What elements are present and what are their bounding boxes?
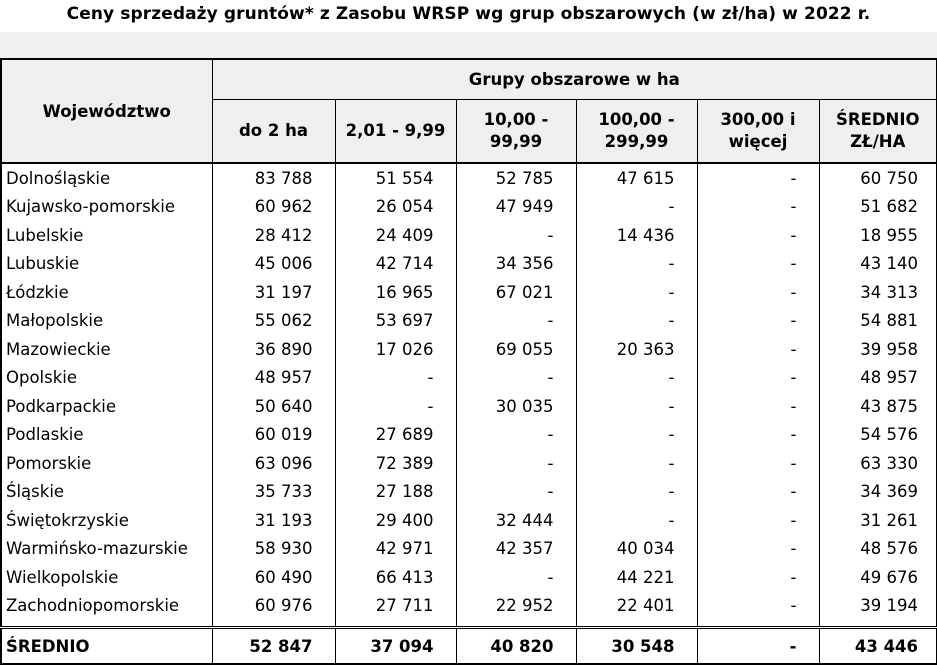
table-row [1, 392, 937, 421]
table-title: Ceny sprzedaży gruntów* z Zasobu WRSP wg grup obszarowych (w zł/ha) w 2022 r. [66, 4, 871, 24]
price-cell: 60 750 [819, 163, 937, 193]
region-name: Warmińsko-mazurskie [1, 535, 212, 564]
price-cell: - [576, 364, 697, 393]
price-cell: 40 034 [576, 535, 697, 564]
price-cell: - [335, 364, 456, 393]
region-name: Pomorskie [1, 449, 212, 478]
price-cell: 31 193 [212, 506, 335, 535]
region-column-header: Województwo [1, 59, 212, 163]
summary-cell: 40 820 [456, 628, 576, 665]
price-cell: - [697, 221, 819, 250]
price-cell: 36 890 [212, 335, 335, 364]
price-cell: 42 357 [456, 535, 576, 564]
table-row [1, 421, 937, 450]
column-header: 10,00 - 99,99 [456, 100, 576, 164]
price-cell: 27 689 [335, 421, 456, 450]
price-cell: 22 401 [576, 592, 697, 628]
price-cell: - [697, 364, 819, 393]
price-cell: 60 976 [212, 592, 335, 628]
price-cell: 66 413 [335, 563, 456, 592]
price-cell: 63 096 [212, 449, 335, 478]
price-cell: - [456, 421, 576, 450]
table-row [1, 535, 937, 564]
price-cell: - [456, 221, 576, 250]
price-cell: - [456, 563, 576, 592]
table-row [1, 307, 937, 336]
region-name: Zachodniopomorskie [1, 592, 212, 628]
price-cell: - [335, 392, 456, 421]
price-cell: - [697, 506, 819, 535]
region-name: Śląskie [1, 478, 212, 507]
price-cell: 31 197 [212, 278, 335, 307]
price-cell: - [456, 364, 576, 393]
price-cell: 58 930 [212, 535, 335, 564]
column-header: 300,00 i więcej [697, 100, 819, 164]
price-cell: - [697, 563, 819, 592]
table-row [1, 250, 937, 279]
price-cell: 35 733 [212, 478, 335, 507]
price-cell: - [697, 163, 819, 193]
price-cell: 47 615 [576, 163, 697, 193]
price-cell: 29 400 [335, 506, 456, 535]
price-cell: 49 676 [819, 563, 937, 592]
price-cell: 31 261 [819, 506, 937, 535]
region-name: Małopolskie [1, 307, 212, 336]
price-cell: - [697, 193, 819, 222]
price-cell: - [697, 592, 819, 628]
table-row [1, 278, 937, 307]
price-cell: 45 006 [212, 250, 335, 279]
price-cell: 42 714 [335, 250, 456, 279]
price-cell: 27 711 [335, 592, 456, 628]
price-cell: - [697, 278, 819, 307]
price-cell: 60 019 [212, 421, 335, 450]
summary-cell: 52 847 [212, 628, 335, 665]
price-cell: - [456, 478, 576, 507]
price-cell: 48 576 [819, 535, 937, 564]
price-cell: - [697, 421, 819, 450]
column-header: do 2 ha [212, 100, 335, 164]
table-row [1, 193, 937, 222]
table-row [1, 335, 937, 364]
price-cell: - [697, 392, 819, 421]
price-cell: 16 965 [335, 278, 456, 307]
price-cell: 51 554 [335, 163, 456, 193]
price-cell: - [576, 449, 697, 478]
price-cell: 20 363 [576, 335, 697, 364]
price-cell: 48 957 [212, 364, 335, 393]
summary-row [1, 628, 937, 665]
price-cell: - [576, 278, 697, 307]
price-cell: 14 436 [576, 221, 697, 250]
summary-cell: 43 446 [819, 628, 937, 665]
area-groups-header: Grupy obszarowe w ha [212, 59, 937, 100]
price-cell: 60 490 [212, 563, 335, 592]
price-cell: - [697, 449, 819, 478]
price-cell: 17 026 [335, 335, 456, 364]
column-header: 2,01 - 9,99 [335, 100, 456, 164]
price-cell: 34 313 [819, 278, 937, 307]
price-cell: - [576, 421, 697, 450]
price-cell: - [576, 193, 697, 222]
price-cell: - [697, 335, 819, 364]
price-cell: 34 369 [819, 478, 937, 507]
price-cell: - [576, 250, 697, 279]
price-cell: 67 021 [456, 278, 576, 307]
price-cell: 43 875 [819, 392, 937, 421]
price-cell: 22 952 [456, 592, 576, 628]
summary-label: ŚREDNIO [1, 628, 212, 665]
price-cell: - [576, 307, 697, 336]
price-cell: 43 140 [819, 250, 937, 279]
price-cell: - [576, 506, 697, 535]
price-cell: - [456, 449, 576, 478]
price-cell: 26 054 [335, 193, 456, 222]
price-cell: 39 958 [819, 335, 937, 364]
summary-cell: 30 548 [576, 628, 697, 665]
table-row [1, 478, 937, 507]
price-cell: 69 055 [456, 335, 576, 364]
region-name: Podkarpackie [1, 392, 212, 421]
price-cell: 24 409 [335, 221, 456, 250]
price-cell: 18 955 [819, 221, 937, 250]
column-header: 100,00 - 299,99 [576, 100, 697, 164]
price-cell: 27 188 [335, 478, 456, 507]
price-cell: 39 194 [819, 592, 937, 628]
price-cell: - [697, 478, 819, 507]
price-cell: 44 221 [576, 563, 697, 592]
title-spacer [0, 32, 937, 58]
table-row [1, 592, 937, 628]
table-row [1, 221, 937, 250]
region-name: Dolnośląskie [1, 163, 212, 193]
price-cell: 72 389 [335, 449, 456, 478]
price-cell: - [697, 535, 819, 564]
summary-cell: 37 094 [335, 628, 456, 665]
price-cell: 28 412 [212, 221, 335, 250]
price-cell: 34 356 [456, 250, 576, 279]
table-row [1, 506, 937, 535]
price-cell: - [697, 250, 819, 279]
price-cell: - [456, 307, 576, 336]
table-row [1, 364, 937, 393]
region-name: Opolskie [1, 364, 212, 393]
price-cell: 42 971 [335, 535, 456, 564]
table-row [1, 163, 937, 193]
region-name: Lubuskie [1, 250, 212, 279]
price-table [0, 58, 937, 665]
price-cell: 50 640 [212, 392, 335, 421]
price-cell: 47 949 [456, 193, 576, 222]
price-cell: 55 062 [212, 307, 335, 336]
price-cell: 48 957 [819, 364, 937, 393]
table-row [1, 449, 937, 478]
region-name: Mazowieckie [1, 335, 212, 364]
region-name: Kujawsko-pomorskie [1, 193, 212, 222]
table-row [1, 563, 937, 592]
price-cell: 30 035 [456, 392, 576, 421]
region-name: Wielkopolskie [1, 563, 212, 592]
column-header: ŚREDNIO ZŁ/HA [819, 100, 937, 164]
price-cell: - [697, 307, 819, 336]
price-cell: 53 697 [335, 307, 456, 336]
region-name: Podlaskie [1, 421, 212, 450]
price-cell: 63 330 [819, 449, 937, 478]
price-cell: 32 444 [456, 506, 576, 535]
price-cell: - [576, 392, 697, 421]
price-cell: - [576, 478, 697, 507]
region-name: Lubelskie [1, 221, 212, 250]
price-cell: 54 576 [819, 421, 937, 450]
price-cell: 54 881 [819, 307, 937, 336]
price-cell: 83 788 [212, 163, 335, 193]
price-cell: 51 682 [819, 193, 937, 222]
price-cell: 60 962 [212, 193, 335, 222]
summary-cell: - [697, 628, 819, 665]
price-cell: 52 785 [456, 163, 576, 193]
region-name: Łódzkie [1, 278, 212, 307]
region-name: Świętokrzyskie [1, 506, 212, 535]
